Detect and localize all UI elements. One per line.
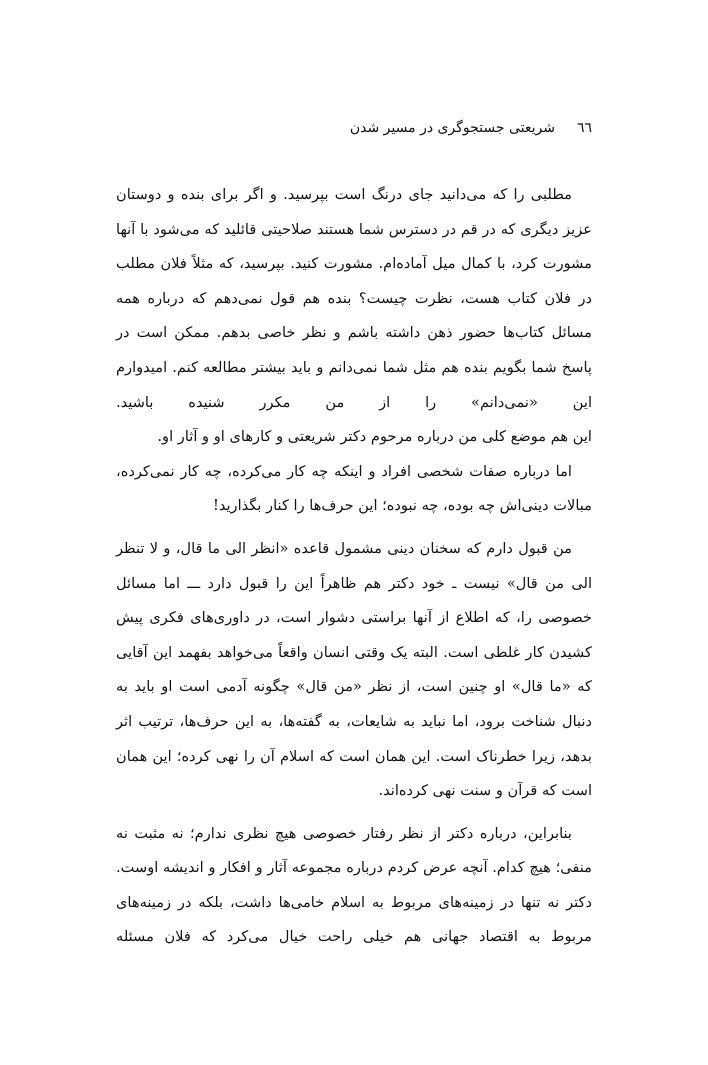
paragraph-4: من قبول دارم که سخنان دینی مشمول قاعده «انظر الی ما قال، و لا تنظر الی من قال» نیست ـ خود دکتر هم ظاهراً این را قبول دارد ـــ اما مسائل خصوصی را، که اطلاع از آنها براستی دشوار است، در داوری‌های فکری پیش کشیدن کار غلطی است. البته یک وقتی انسان واقعاً می‌خواهد بفهمد این آقایی که «ما قال» او چنین است، از نظر «من قال» چگونه آدمی است او باید به دنبال شناخت برود، اما نباید به شایعات، به گفته‌ها، به این حرف‌ها، ترتیب اثر بدهد، زیرا خطرناک است. این همان است که اسلام آن را نهی کرده؛ این همان است که قرآن و سنت نهی کرده‌اند. <box>116 539 592 800</box>
body-text <box>116 178 592 955</box>
paragraph-2: این هم موضع کلی من درباره مرحوم دکتر شریعتی و کارهای او و آثار او. <box>157 428 592 446</box>
paragraph-3: اما درباره صفات شخصی افراد و اینکه چه کار می‌کرده، چه کار نمی‌کرده، مبالات دینی‌اش چه بوده، چه نبوده؛ این حرف‌ها را کنار بگذارید! <box>116 462 592 515</box>
running-header <box>150 120 592 144</box>
page-number: ٦٦ <box>576 120 592 136</box>
paragraph-5: بنابراین، درباره دکتر از نظر رفتار خصوصی هیچ نظری ندارم؛ نه مثبت نه منفی؛ هیچ کدام. آنچه عرض کردم درباره مجموعه آثار و افکار و اندیشه اوست. دکتر نه تنها در زمینه‌های مربوط به اسلام خامی‌ها داشت، بلکه در زمینه‌های مربوط به اقتصاد جهانی هم خیلی راحت خیال می‌کرد که فلان مسئله <box>116 824 592 946</box>
paragraph-1: مطلبی را که می‌دانید جای درنگ است بپرسید. و اگر برای بنده و دوستان عزیز دیگری که در قم در دسترس شما هستند صلاحیتی قائلید که می‌شود با آنها مشورت کرد، با کمال میل آماده‌ام. مشورت کنید. بپرسید، که مثلاً فلان مطلب در فلان کتاب هست، نظرت چیست؟ بنده هم قول نمی‌دهم که درباره همه مسائل کتاب‌ها حضور ذهن داشته باشم و نظر خاصی بدهم. ممکن است در پاسخ شما بگویم بنده هم مثل شما نمی‌دانم و باید بیشتر مطالعه کنم. امیدوارم این «نمی‌دانم» را از من مکرر شنیده باشید. <box>116 186 592 411</box>
running-title: شریعتی جستجوگری در مسیر شدن <box>349 120 555 136</box>
